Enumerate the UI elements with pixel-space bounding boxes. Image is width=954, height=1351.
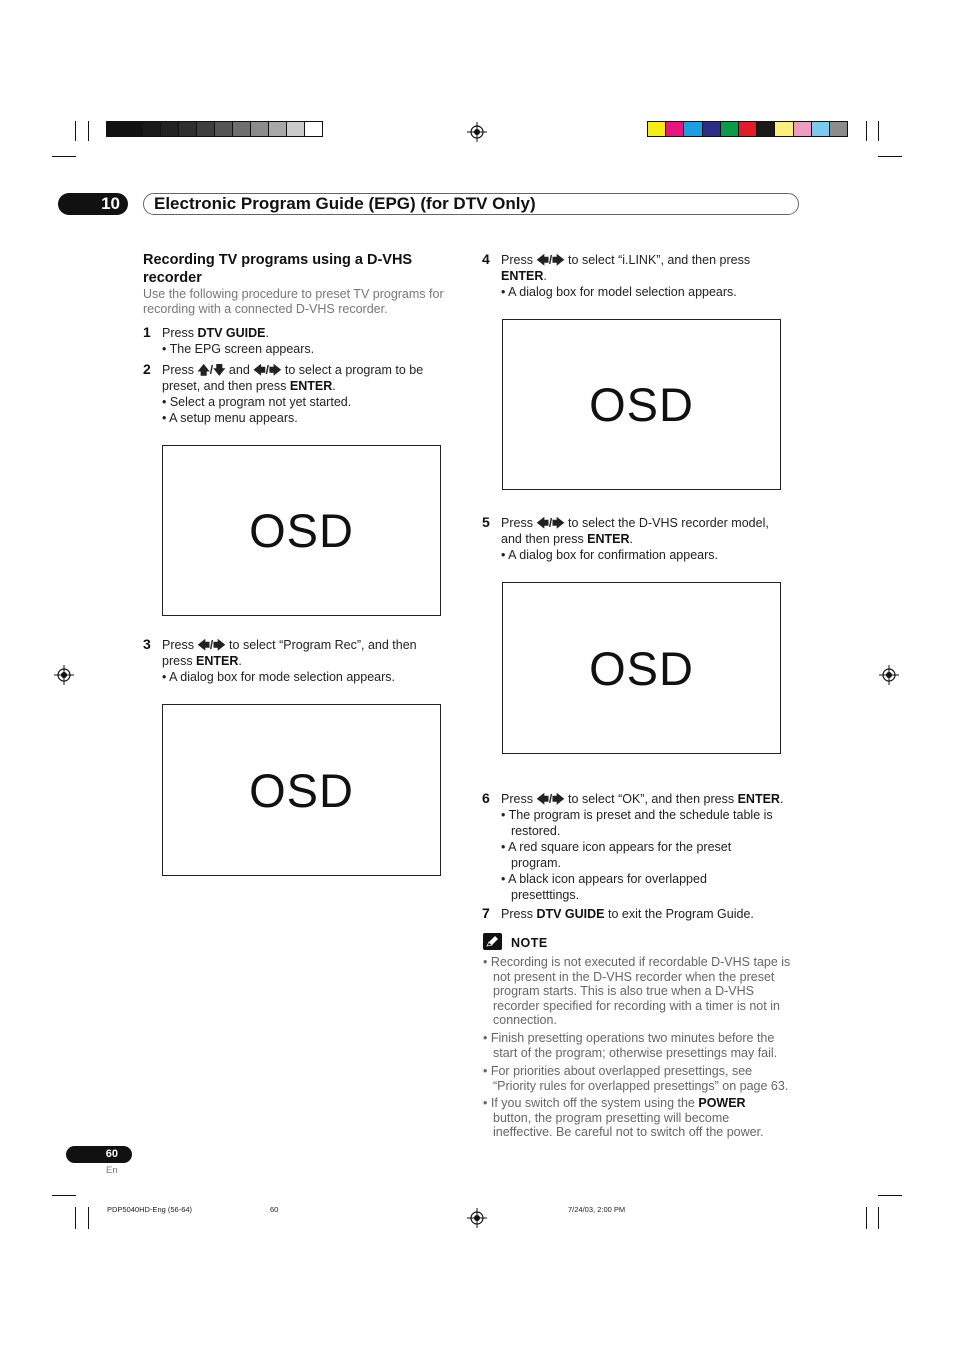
color-swatch [250,121,269,137]
step-5-text: Press 🡄/🡆 to select the D-VHS recorder model, and then press ENTER. • A dialog box for confirmation appears. [501,516,769,562]
color-swatch [683,121,702,137]
color-swatch [793,121,812,137]
color-swatch [160,121,179,137]
color-swatch [811,121,830,137]
registration-mark-icon [467,122,487,142]
osd-screen: OSD [162,445,441,616]
color-swatch [142,121,161,137]
color-swatch [196,121,215,137]
color-swatch [106,121,125,137]
step-2-text: Press 🡅/🡇 and 🡄/🡆 to select a program to be preset, and then press ENTER. • Select a program not yet started. • A setup menu appears. [162,363,424,425]
step-3-text: Press 🡄/🡆 to select “Program Rec”, and then press ENTER. • A dialog box for mode selection appears. [162,638,417,684]
page-number: 60 [66,1146,132,1163]
color-swatch [720,121,739,137]
note-item: • If you switch off the system using the POWER button, the program presetting will become ineffective. Be careful not to switch off the power. [483,1096,764,1139]
color-swatch [232,121,251,137]
left-right-arrow-icon: 🡄/🡆 [536,792,565,806]
step-number: 1 [143,324,151,340]
color-swatch [286,121,305,137]
step-1-text: Press DTV GUIDE. • The EPG screen appears. [162,326,315,356]
color-swatch [665,121,684,137]
step-4-text: Press 🡄/🡆 to select “i.LINK”, and then press ENTER. • A dialog box for model selection appears. [501,253,751,299]
osd-screen: OSD [502,582,781,754]
footer-file: PDP5040HD-Eng (56-64) [107,1205,193,1214]
step-number: 2 [143,361,151,377]
color-swatch [178,121,197,137]
step-number: 3 [143,636,151,652]
color-swatch [647,121,666,137]
osd-screen: OSD [502,319,781,490]
color-swatch [304,121,323,137]
note-pencil-icon [483,933,502,950]
color-swatch [774,121,793,137]
section-heading: Recording TV programs using a D-VHS recorder [143,252,413,286]
registration-mark-icon [879,665,899,685]
footer-page: 60 [270,1205,279,1214]
step-number: 6 [482,790,490,806]
note-item: • Finish presetting operations two minutes before the start of the program; otherwise presettings may fail. [483,1031,778,1060]
color-swatch [738,121,757,137]
color-swatch [702,121,721,137]
step-7-text: Press DTV GUIDE to exit the Program Guide. [501,907,754,921]
up-down-arrow-icon: 🡅/🡇 [197,363,226,377]
color-swatch [829,121,848,137]
language-code: En [106,1165,118,1176]
color-swatch [268,121,287,137]
left-right-arrow-icon: 🡄/🡆 [536,516,565,530]
step-number: 7 [482,905,490,921]
section-intro: Use the following procedure to preset TV programs for recording with a connected D-VHS recorder. [143,287,444,316]
osd-screen: OSD [162,704,441,876]
note-label: NOTE [511,936,548,950]
step-6-text: Press 🡄/🡆 to select “OK”, and then press ENTER. • The program is preset and the schedule table is restored. • A red square icon appears for the preset program. • A black icon appears for overlapped presetttings. [501,792,784,902]
registration-mark-icon [467,1208,487,1228]
color-swatch [214,121,233,137]
step-number: 5 [482,514,490,530]
chapter-title: Electronic Program Guide (EPG) (for DTV Only) [143,193,799,215]
color-swatch [756,121,775,137]
step-number: 4 [482,251,490,267]
note-item: • Recording is not executed if recordable D-VHS tape is not present in the D-VHS recorder when the preset program starts. This is also true when a D-VHS recorder specified for recording with a timer is not in connection. [483,955,791,1027]
note-item: • For priorities about overlapped presettings, see “Priority rules for overlapped presettings” on page 63. [483,1064,789,1093]
left-right-arrow-icon: 🡄/🡆 [536,253,565,267]
left-right-arrow-icon: 🡄/🡆 [253,363,282,377]
color-swatch [124,121,143,137]
chapter-number: 10 [58,193,128,215]
registration-mark-icon [54,665,74,685]
left-right-arrow-icon: 🡄/🡆 [197,638,226,652]
footer-date: 7/24/03, 2:00 PM [568,1205,626,1214]
